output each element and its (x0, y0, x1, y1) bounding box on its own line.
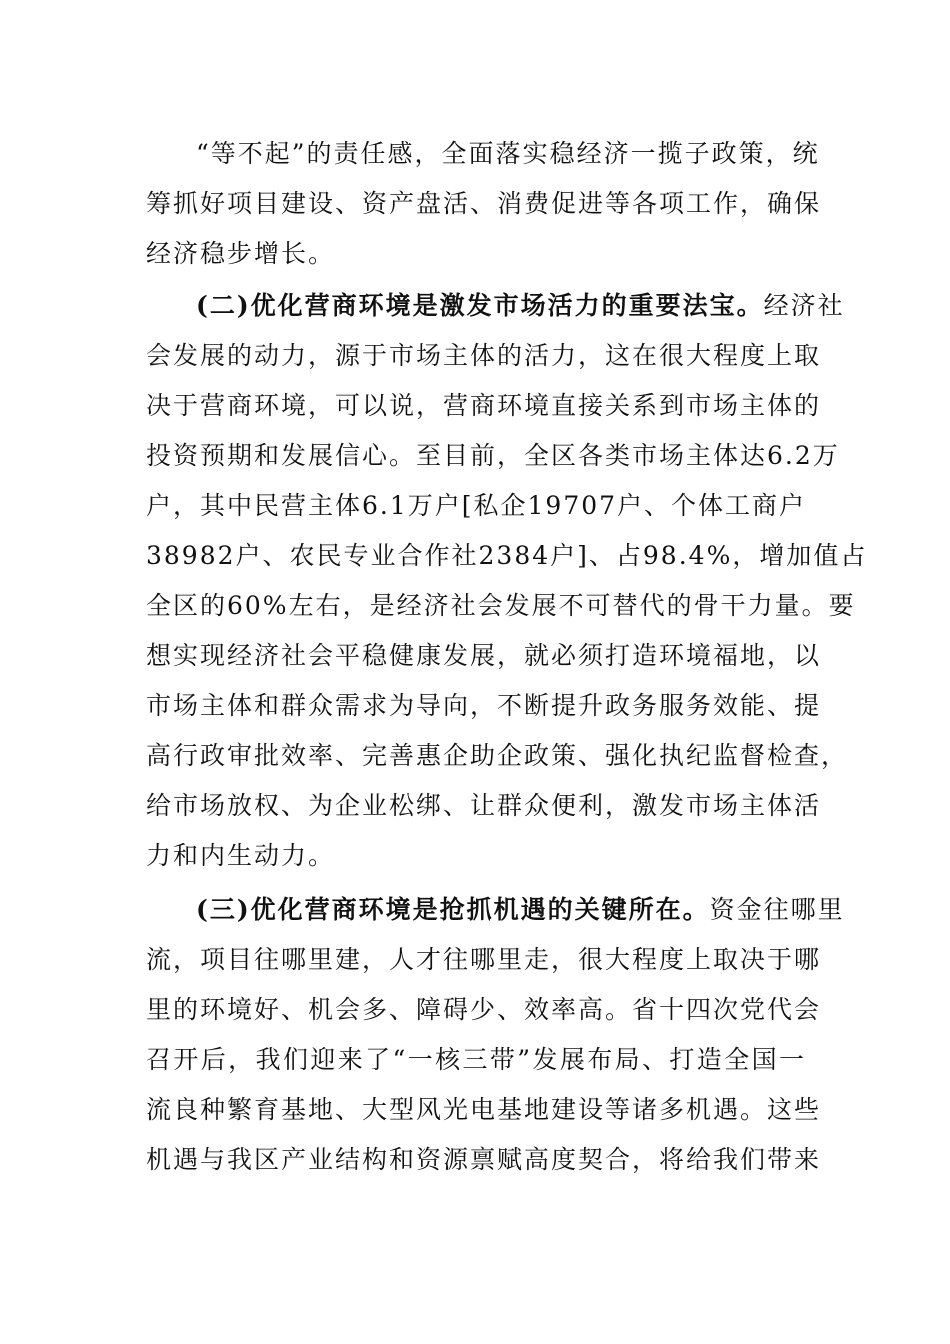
text-line: 里的环境好、机会多、障碍少、效率高。省十四次党代会 (146, 995, 822, 1024)
text-line: 38982户、农民专业合作社2384户]、占98.4%，增加值占 (146, 541, 868, 570)
text-line: 机遇与我区产业结构和资源禀赋高度契合，将给我们带来 (146, 1145, 822, 1174)
text-line: 会发展的动力，源于市场主体的活力，这在很大程度上取 (146, 341, 822, 370)
text-line: 市场主体和群众需求为导向，不断提升政务服务效能、提 (146, 691, 822, 720)
text-line: “等不起”的责任感，全面落实稳经济一揽子政策，统 (196, 139, 820, 168)
text-line: 力和内生动力。 (146, 841, 336, 870)
text-line: 全区的60%左右，是经济社会发展不可替代的骨干力量。要 (146, 591, 856, 620)
text-line: 高行政审批效率、完善惠企助企政策、强化执纪监督检查， (146, 741, 849, 770)
paragraph-first-line (196, 885, 845, 935)
text-line: 筹抓好项目建设、资产盘活、消费促进等各项工作，确保 (146, 189, 822, 218)
text-line: 决于营商环境，可以说，营商环境直接关系到市场主体的 (146, 391, 822, 420)
text-run: 资金往哪里 (709, 895, 845, 924)
section-heading: (二)优化营商环境是激发市场活力的重要法宝。 (196, 291, 764, 320)
text-run: 经济社 (763, 291, 845, 320)
text-line: 户，其中民营主体6.1万户[私企19707户、个体工商户 (146, 491, 807, 520)
text-line: 召开后，我们迎来了“一核三带”发展布局、打造全国一 (146, 1045, 806, 1074)
section-heading: (三)优化营商环境是抢抓机遇的关键所在。 (196, 895, 710, 924)
text-line: 想实现经济社会平稳健康发展，就必须打造环境福地，以 (146, 641, 822, 670)
paragraph-first-line (196, 281, 845, 331)
text-line: 给市场放权、为企业松绑、让群众便利，激发市场主体活 (146, 791, 822, 820)
text-line: 流，项目往哪里建，人才往哪里走，很大程度上取决于哪 (146, 945, 822, 974)
text-line: 投资预期和发展信心。至目前，全区各类市场主体达6.2万 (146, 441, 840, 470)
text-line: 经济稳步增长。 (146, 239, 336, 268)
text-line: 流良种繁育基地、大型风光电基地建设等诸多机遇。这些 (146, 1095, 822, 1124)
